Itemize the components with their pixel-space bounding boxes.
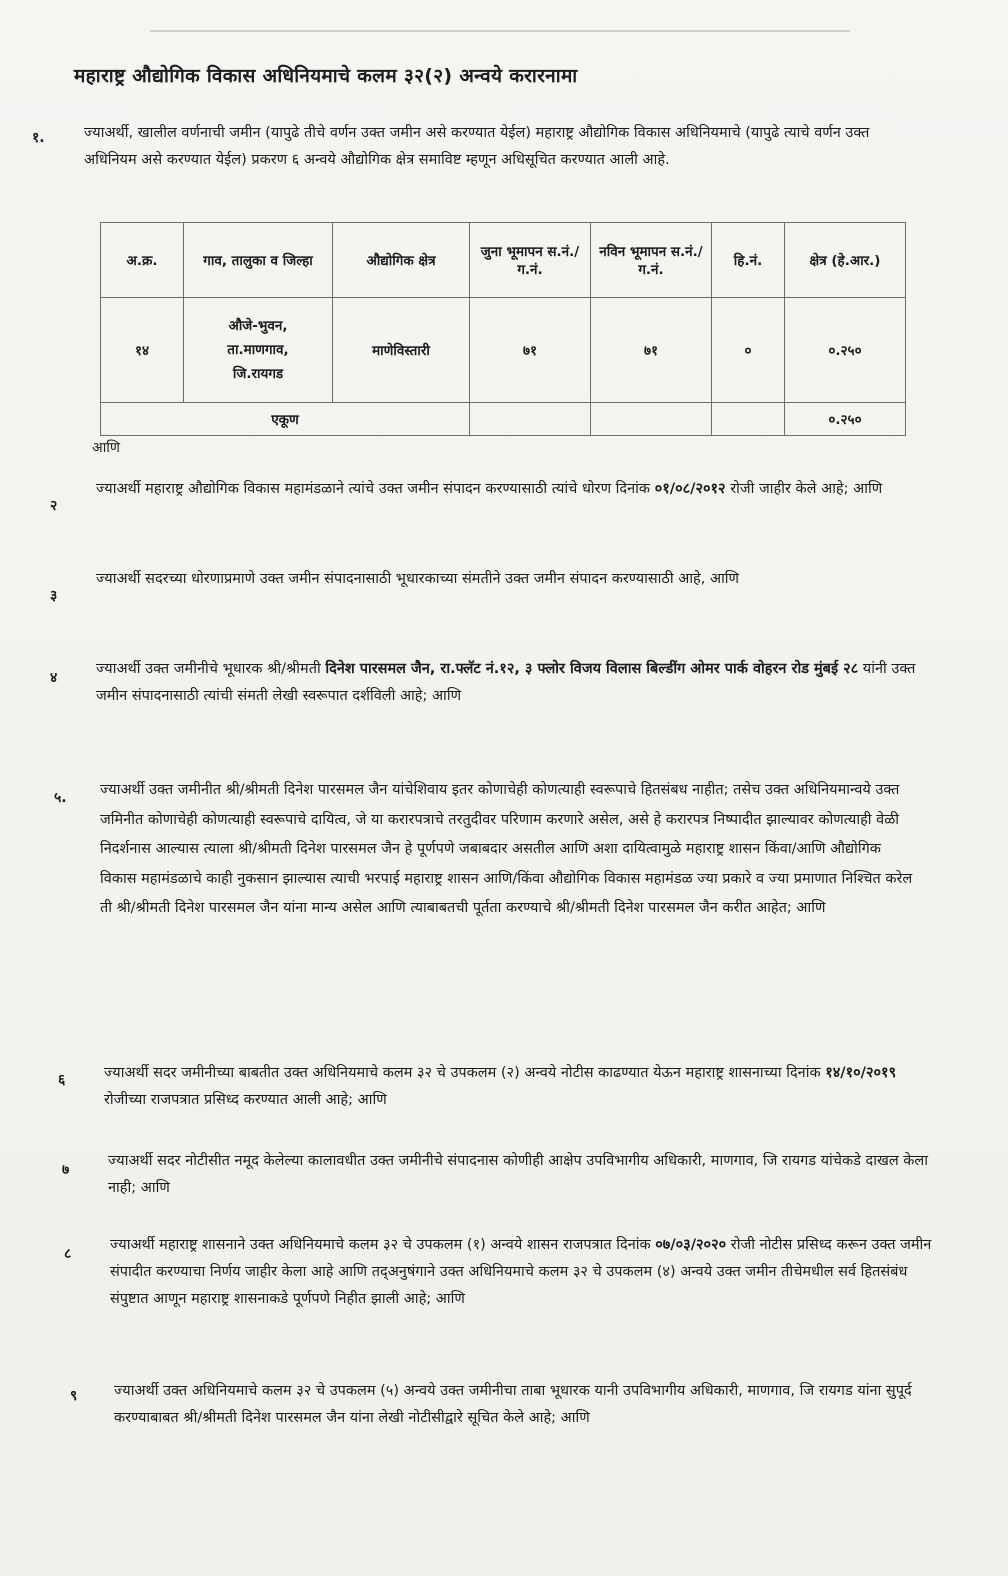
table-total-area: ०.२५० [785,403,906,436]
table-cell-area: ०.२५० [785,298,906,403]
table-cell-empty [591,403,712,436]
para-text: ज्याअर्थी उक्त जमीनीचे भूधारक श्री/श्रीमती [96,661,321,677]
para-date: १४/१०/२०१९ [825,1065,897,1081]
paragraph-9: ज्याअर्थी उक्त अधिनियमाचे कलम ३२ चे उपकलम (५) अन्वये उक्त जमीनीचा ताबा भूधारक यानी उपविभागीय अधिकारी, माणगाव, जि रायगड यांना सुपूर्द करण्याबाबत श्री/श्रीमती दिनेश पारसमल जैन यांना लेखी नोटीसीद्वारे सूचित केले आहे; आणि [114,1383,912,1426]
paragraph-4 [96,656,916,710]
table-cell-village [184,298,333,403]
para-date: ०७/०३/२०२० [655,1237,727,1253]
paragraph-3: ज्याअर्थी सदरच्या धोरणाप्रमाणे उक्त जमीन संपादनासाठी भूधारकाच्या संमतीने उक्त जमीन संपादन करण्यासाठी आहे, आणि [96,571,740,587]
table-header: हि.नं. [712,223,785,298]
paragraph-7: ज्याअर्थी सदर नोटीसीत नमूद केलेल्या कालावधीत उक्त जमीनीचे संपादनास कोणीही आक्षेप उपविभागीय अधिकारी, माणगाव, जि रायगड यांचेकडे दाखल केला नाही; आणि [108,1153,928,1196]
para-text: रोजी जाहीर केले आहे; आणि [725,481,883,497]
paragraph-2 [96,476,906,503]
table-cell-empty [470,403,591,436]
paragraph-5: ज्याअर्थी उक्त जमीनीत श्री/श्रीमती दिनेश पारसमल जैन यांचेशिवाय इतर कोणाचेही कोणत्याही स्वरूपाचे हितसंबध नाहीत; तसेच उक्त अधिनियमान्वये उक्त जमिनीत कोणाचेही कोणत्याही स्वरूपाचे दायित्व, जे या करारपत्राचे तरतुदीवर परिणाम करणारे असेल, असे हे करारपत्र निष्पादीत झाल्यावर कोणत्याही वेळी निदर्शनास आल्यास त्याला श्री/श्रीमती दिनेश पारसमल जैन हे पूर्णपणे जबाबदार असतील आणि अशा दायित्वामुळे महाराष्ट्र शासन किंवा/आणि औद्योगिक विकास महामंडळाचे काही नुकसान झाल्यास त्याची भरपाई महाराष्ट्र शासन आणि/किंवा औद्योगिक विकास महामंडळ ज्या प्रकारे व ज्या प्रमाणात निश्चित करेल ती श्री/श्रीमती दिनेश पारसमल जैन यांना मान्य असेल आणि त्याबाबतची पूर्तता करण्याचे श्री/श्रीमती दिनेश पारसमल जैन करीत आहेत; आणि [100,782,913,916]
paragraph-6 [104,1060,924,1114]
para-text: रोजीच्या राजपत्रात प्रसिध्द करण्यात आली आहे; आणि [104,1092,387,1108]
paragraph-8 [110,1232,946,1313]
para-text: ज्याअर्थी महाराष्ट्र शासनाने उक्त अधिनियमाचे कलम ३२ चे उपकलम (१) अन्वये शासन राजपत्रात दिनांक [110,1237,651,1253]
para-number: १. [32,130,45,146]
para-text: यांनी उक्त जमीन संपादनासाठी त्यांची संमती लेखी स्वरूपात दर्शविली आहे; आणि [96,661,916,704]
table-header: औद्योगिक क्षेत्र [333,223,470,298]
table-header: गाव, तालुका व जिल्हा [184,223,333,298]
para-number: ९ [70,1388,78,1404]
table-cell-hissa: ० [712,298,785,403]
village-line: ता.माणगाव, [227,342,289,358]
table-row [101,298,906,403]
table-total-label: एकूण [101,403,470,436]
table-cell-old-no: ७१ [470,298,591,403]
table-header: अ.क्र. [101,223,184,298]
para-date: ०१/०८/२०१२ [654,481,726,497]
para-number: ३ [50,588,58,604]
table-header-row [101,223,906,298]
table-cell-new-no: ७१ [591,298,712,403]
table-header: नविन भूमापन स.नं./ग.नं. [591,223,712,298]
village-line: जि.रायगड [232,366,284,382]
para-number: ५. [54,790,67,806]
para-number: २ [50,498,58,514]
table-cell-sr: १४ [101,298,184,403]
table-header: क्षेत्र (हे.आर.) [785,223,906,298]
para-number: ८ [64,1246,72,1262]
para-text: ज्याअर्थी महाराष्ट्र औद्योगिक विकास महामंडळाने त्यांचे उक्त जमीन संपादन करण्यासाठी त्यांचे धोरण दिनांक [96,481,651,497]
after-table-text: आणि [92,440,121,456]
table-total-row [101,403,906,436]
scan-edge-line [150,30,850,32]
paragraph-1: ज्याअर्थी, खालील वर्णनाची जमीन (यापुढे तीचे वर्णन उक्त जमीन असे करण्यात येईल) महाराष्ट्र औद्योगिक विकास अधिनियमाचे (यापुढे त्याचे वर्णन उक्त अधिनियम असे करण्यात येईल) प्रकरण ६ अन्वये औद्योगिक क्षेत्र समाविष्ट म्हणून अधिसूचित करण्यात आली आहे. [84,125,870,168]
para-number: ६ [58,1072,66,1088]
land-details-table [100,222,906,436]
para-text: रोजी नोटीस प्रसिध्द करून उक्त जमीन संपादीत करण्याचा निर्णय जाहीर केला आहे आणि तद्अनुषंगाने उक्त अधिनियमाचे कलम ३२ चे उपकलम (४) अन्वये उक्त जमीन तीचेमधील सर्व हितसंबंध संपुष्टात आणून महाराष्ट्र शासनाकडे पूर्णपणे निहीत झाली आहे; आणि [110,1237,932,1307]
village-line: औजे-भुवन, [228,318,288,334]
para-number: ७ [62,1162,70,1178]
table-header: जुना भूमापन स.नं./ग.नं. [470,223,591,298]
para-owner: दिनेश पारसमल जैन, रा.फ्लॅट नं.१२, ३ फ्लोर विजय विलास बिल्डींग ओमर पार्क वोहरन रोड मुंबई २८ [325,661,859,677]
para-text: ज्याअर्थी सदर जमीनीच्या बाबतीत उक्त अधिनियमाचे कलम ३२ चे उपकलम (२) अन्वये नोटीस काढण्यात येऊन महाराष्ट्र शासनाच्या दिनांक [104,1065,821,1081]
table-cell-area-name: माणेविस्तारी [333,298,470,403]
document-title: महाराष्ट्र औद्योगिक विकास अधिनियमाचे कलम ३२(२) अन्वये करारनामा [74,65,578,87]
table-cell-empty [712,403,785,436]
para-number: ४ [50,670,58,686]
